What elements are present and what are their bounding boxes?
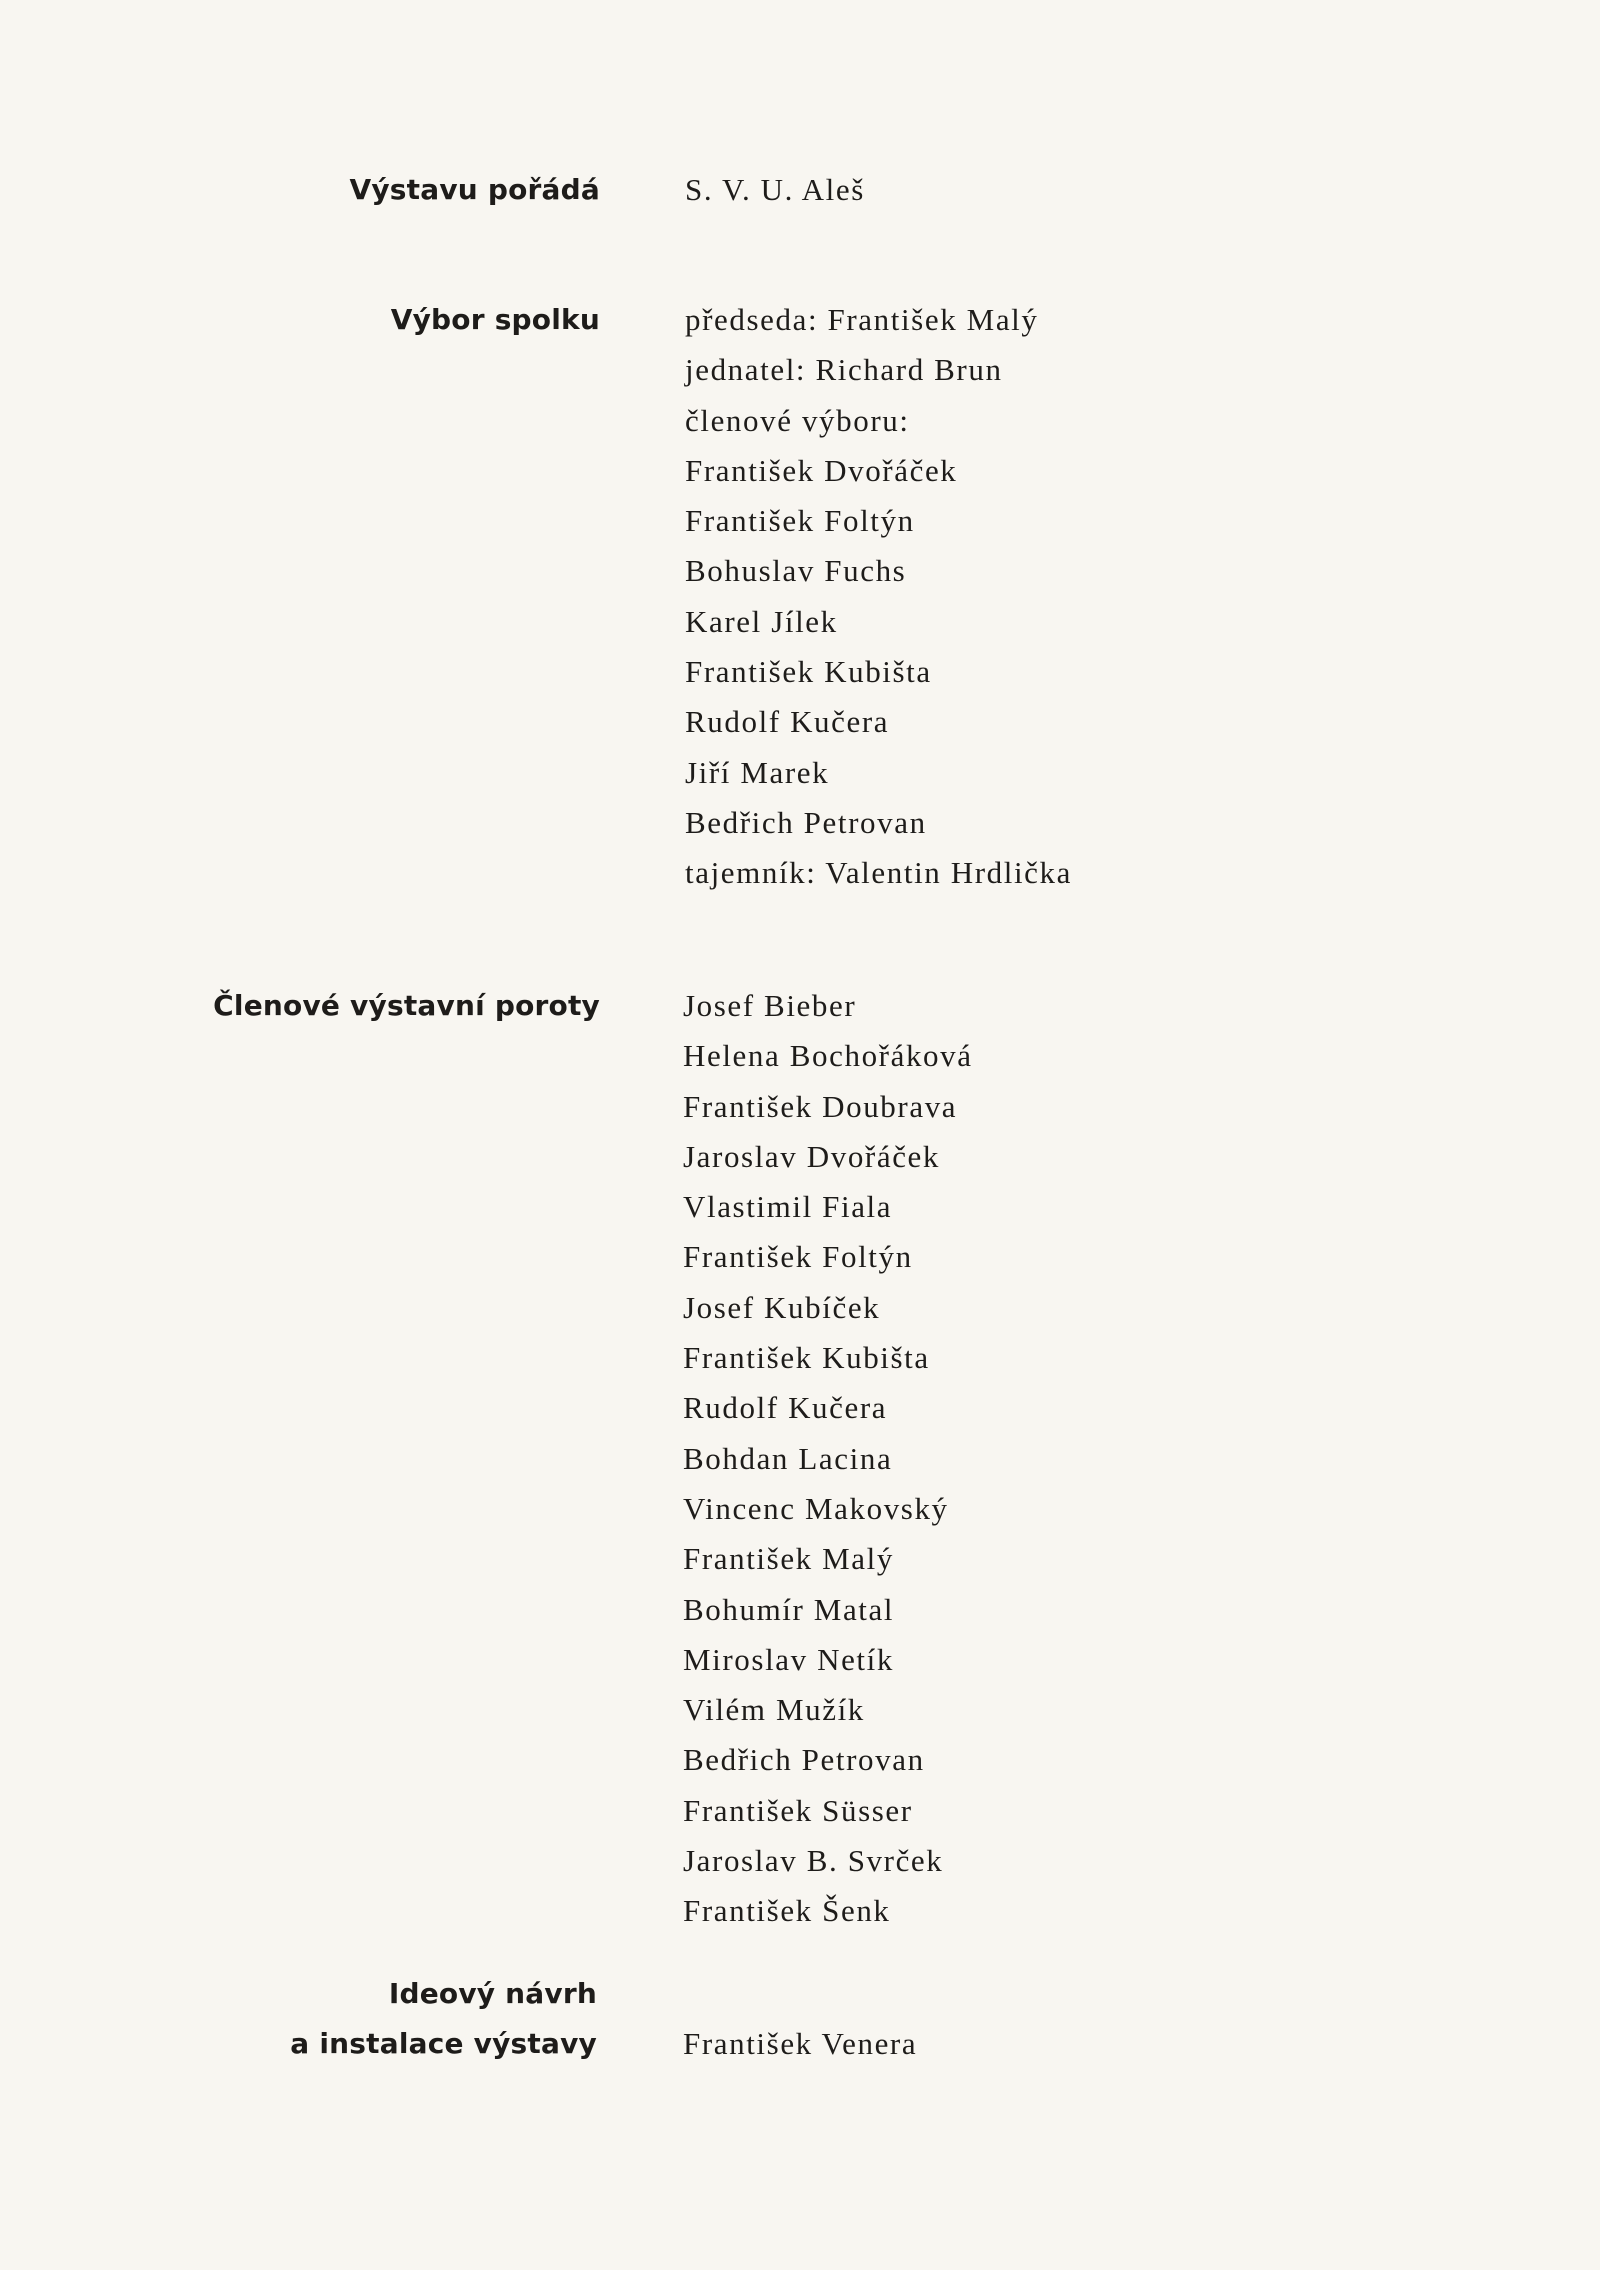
committee-label: Výbor spolku <box>390 303 600 336</box>
jury-member: František Šenk <box>683 1893 891 1929</box>
jury-member: František Kubišta <box>683 1340 930 1376</box>
jury-member: Bedřich Petrovan <box>683 1742 925 1778</box>
jury-member: Vilém Mužík <box>683 1692 865 1728</box>
jury-member: Josef Kubíček <box>683 1289 881 1325</box>
jury-member: Helena Bochořáková <box>683 1038 973 1074</box>
committee-line: členové výboru: <box>685 402 910 438</box>
design-label <box>37 1969 597 2069</box>
committee-line: Bedřich Petrovan <box>685 804 927 840</box>
committee-line: předseda: František Malý <box>685 302 1039 337</box>
jury-member: František Doubrava <box>683 1088 958 1124</box>
jury-member: Jaroslav B. Svrček <box>683 1843 944 1879</box>
committee-line: František Dvořáček <box>685 452 958 488</box>
jury-member: Jaroslav Dvořáček <box>683 1138 941 1174</box>
jury-list <box>683 981 1383 1937</box>
jury-member: Bohdan Lacina <box>683 1440 893 1476</box>
jury-member: Miroslav Netík <box>683 1641 894 1677</box>
organizer-label: Výstavu pořádá <box>349 173 600 206</box>
jury-member: Josef Bieber <box>683 988 857 1023</box>
design-label-line2: a instalace výstavy <box>290 2027 597 2060</box>
jury-member: Vlastimil Fiala <box>683 1189 893 1225</box>
committee-list <box>685 295 1385 899</box>
committee-line: František Kubišta <box>685 654 932 690</box>
design-value: František Venera <box>683 2026 918 2061</box>
jury-member: František Süsser <box>683 1792 913 1828</box>
committee-line: tajemník: Valentin Hrdlička <box>685 855 1072 891</box>
committee-line: Rudolf Kučera <box>685 704 890 740</box>
committee-line: Karel Jílek <box>685 603 838 639</box>
jury-member: František Malý <box>683 1541 894 1577</box>
jury-member: František Foltýn <box>683 1239 913 1275</box>
committee-line: František Foltýn <box>685 503 915 539</box>
organizer-value: S. V. U. Aleš <box>685 172 865 207</box>
jury-member: Bohumír Matal <box>683 1591 895 1627</box>
jury-member: Vincenc Makovský <box>683 1490 949 1526</box>
committee-line: Bohuslav Fuchs <box>685 553 907 589</box>
committee-line: Jiří Marek <box>685 754 830 790</box>
jury-member: Rudolf Kučera <box>683 1390 888 1426</box>
design-label-line1: Ideový návrh <box>388 1977 597 2010</box>
jury-label: Členové výstavní poroty <box>213 989 600 1022</box>
committee-line: jednatel: Richard Brun <box>685 352 1003 388</box>
